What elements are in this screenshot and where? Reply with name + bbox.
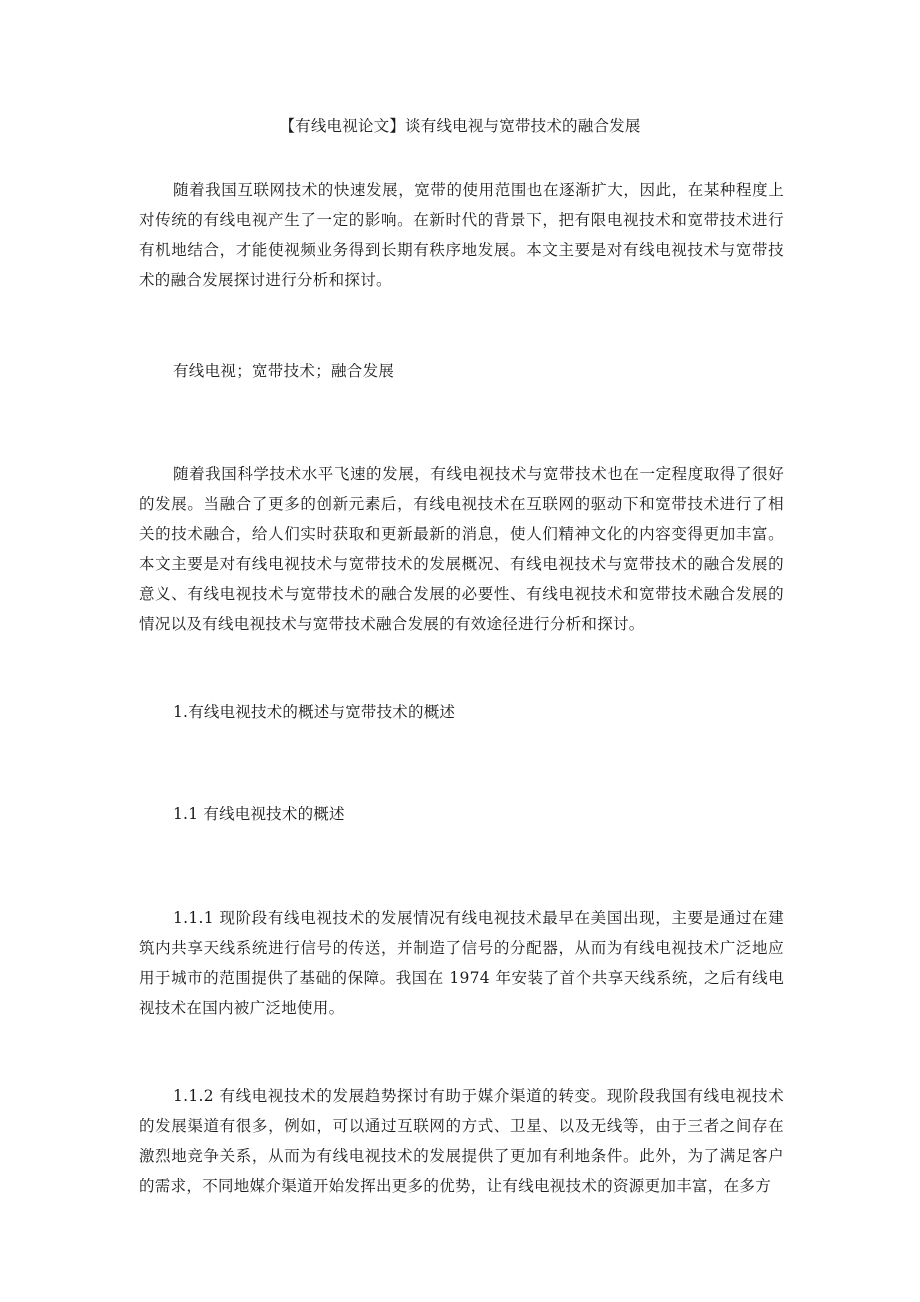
section-1-heading: 1.有线电视技术的概述与宽带技术的概述 (173, 703, 456, 721)
section-1-1-1-paragraph: 1.1.1 现阶段有线电视技术的发展情况有线电视技术最早在美国出现，主要是通过在建筑内共享天线系统进行信号的传送，并制造了信号的分配器，从而为有线电视技术广泛地应用于城市的范围提供了基础的保障。我国在 1974 年安装了首个共享天线系统，之后有线电视技术在国内被广泛地使用。 (139, 909, 784, 1017)
document-title: 【有线电视论文】谈有线电视与宽带技术的融合发展 (279, 117, 641, 135)
section-1-1-2-paragraph: 1.1.2 有线电视技术的发展趋势探讨有助于媒介渠道的转变。现阶段我国有线电视技术的发展渠道有很多，例如，可以通过互联网的方式、卫星、以及无线等，由于三者之间存在激烈地竞争关系，从而为有线电视技术的发展提供了更加有利地条件。此外，为了满足客户的需求，不同地媒介渠道开始发挥出更多的优势，让有线电视技术的资源更加丰富，在多方 (139, 1087, 784, 1195)
intro-paragraph: 随着我国科学技术水平飞速的发展，有线电视技术与宽带技术也在一定程度取得了很好的发展。当融合了更多的创新元素后，有线电视技术在互联网的驱动下和宽带技术进行了相关的技术融合，给人们实时获取和更新最新的消息，使人们精神文化的内容变得更加丰富。本文主要是对有线电视技术与宽带技术的发展概况、有线电视技术与宽带技术的融合发展的意义、有线电视技术与宽带技术的融合发展的必要性、有线电视技术和宽带技术融合发展的情况以及有线电视技术与宽带技术融合发展的有效途径进行分析和探讨。 (139, 465, 784, 633)
section-1-1-heading: 1.1 有线电视技术的概述 (173, 805, 345, 823)
abstract-paragraph: 随着我国互联网技术的快速发展，宽带的使用范围也在逐渐扩大，因此，在某种程度上对传统的有线电视产生了一定的影响。在新时代的背景下，把有限电视技术和宽带技术进行有机地结合，才能使视频业务得到长期有秩序地发展。本文主要是对有线电视技术与宽带技术的融合发展探讨进行分析和探讨。 (139, 181, 784, 289)
keywords-paragraph: 有线电视；宽带技术；融合发展 (173, 362, 395, 380)
